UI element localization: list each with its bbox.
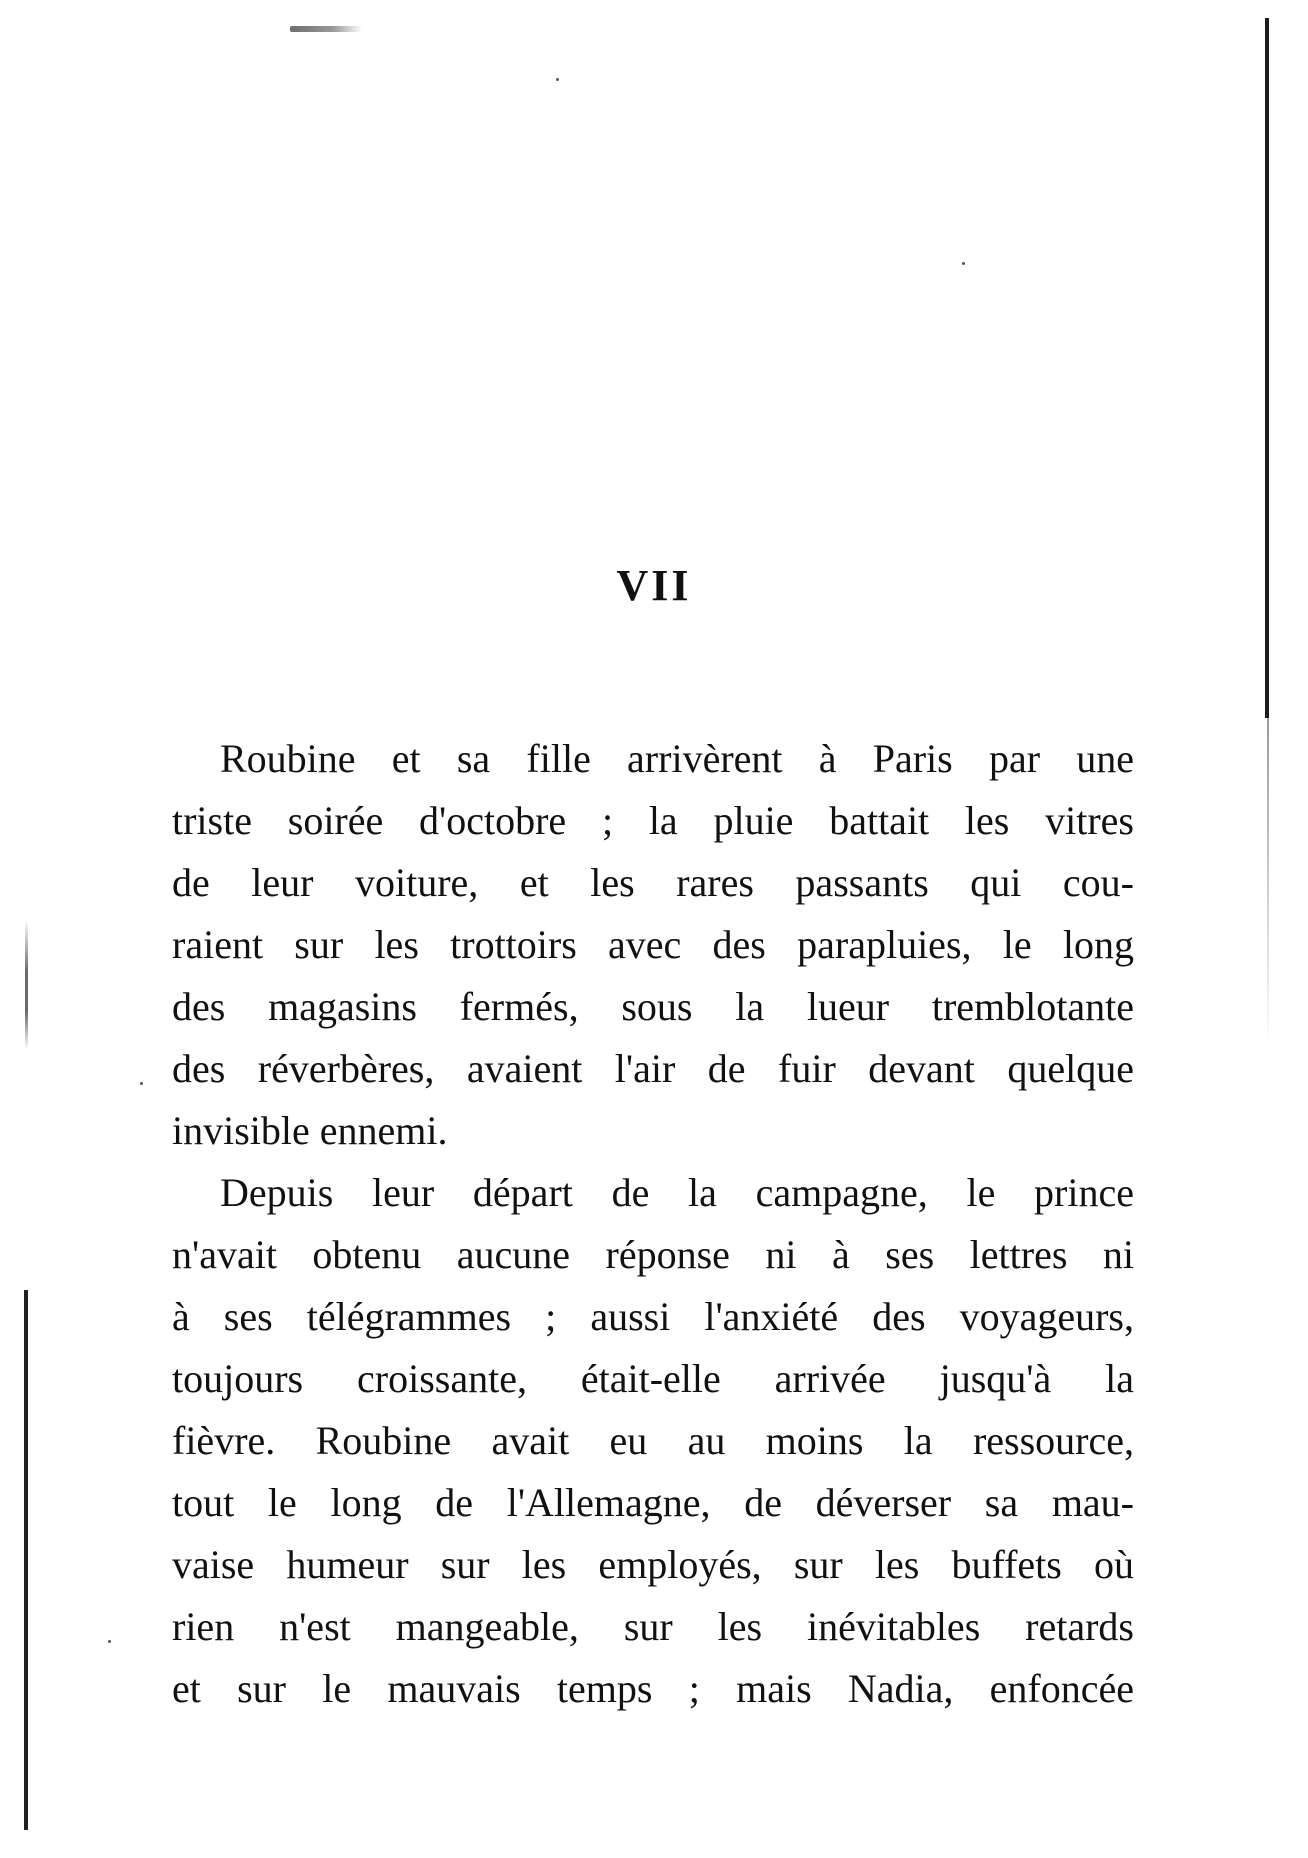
- page-edge-right-faint: [1267, 718, 1269, 1048]
- text-line: n'avait obtenu aucune réponse ni à ses lettres ni: [172, 1232, 1134, 1277]
- scan-speck: [962, 262, 965, 265]
- text-line: invisible ennemi.: [172, 1108, 448, 1153]
- text-line: Roubine et sa fille arrivèrent à Paris par une: [220, 736, 1134, 781]
- page-edge-left-short: [25, 920, 28, 1050]
- text-line: raient sur les trottoirs avec des parapluies, le long: [172, 922, 1134, 967]
- text-line: tout le long de l'Allemagne, de déverser sa mau-: [172, 1480, 1134, 1525]
- body-text: [172, 728, 1134, 1720]
- text-line: des réverbères, avaient l'air de fuir devant quelque: [172, 1046, 1134, 1091]
- text-line: Depuis leur départ de la campagne, le prince: [220, 1170, 1134, 1215]
- text-line: de leur voiture, et les rares passants qui cou-: [172, 860, 1134, 905]
- page-edge-left-long: [24, 1290, 28, 1830]
- text-line: fièvre. Roubine avait eu au moins la ressource,: [172, 1418, 1134, 1463]
- text-line: rien n'est mangeable, sur les inévitables retards: [172, 1604, 1134, 1649]
- paragraph: [172, 728, 1134, 1162]
- scan-smudge: [290, 26, 362, 32]
- text-line: vaise humeur sur les employés, sur les buffets où: [172, 1542, 1134, 1587]
- text-line: à ses télégrammes ; aussi l'anxiété des voyageurs,: [172, 1294, 1134, 1339]
- text-line: toujours croissante, était-elle arrivée jusqu'à la: [172, 1356, 1134, 1401]
- scan-speck: [140, 1082, 143, 1085]
- page-edge-right: [1265, 18, 1269, 718]
- scan-speck: [556, 78, 559, 81]
- scan-speck: [108, 1640, 111, 1643]
- text-line: et sur le mauvais temps ; mais Nadia, enfoncée: [172, 1666, 1134, 1711]
- text-line: triste soirée d'octobre ; la pluie battait les vitres: [172, 798, 1134, 843]
- text-line: des magasins fermés, sous la lueur tremblotante: [172, 984, 1134, 1029]
- chapter-heading: VII: [616, 561, 692, 610]
- paragraph: [172, 1162, 1134, 1720]
